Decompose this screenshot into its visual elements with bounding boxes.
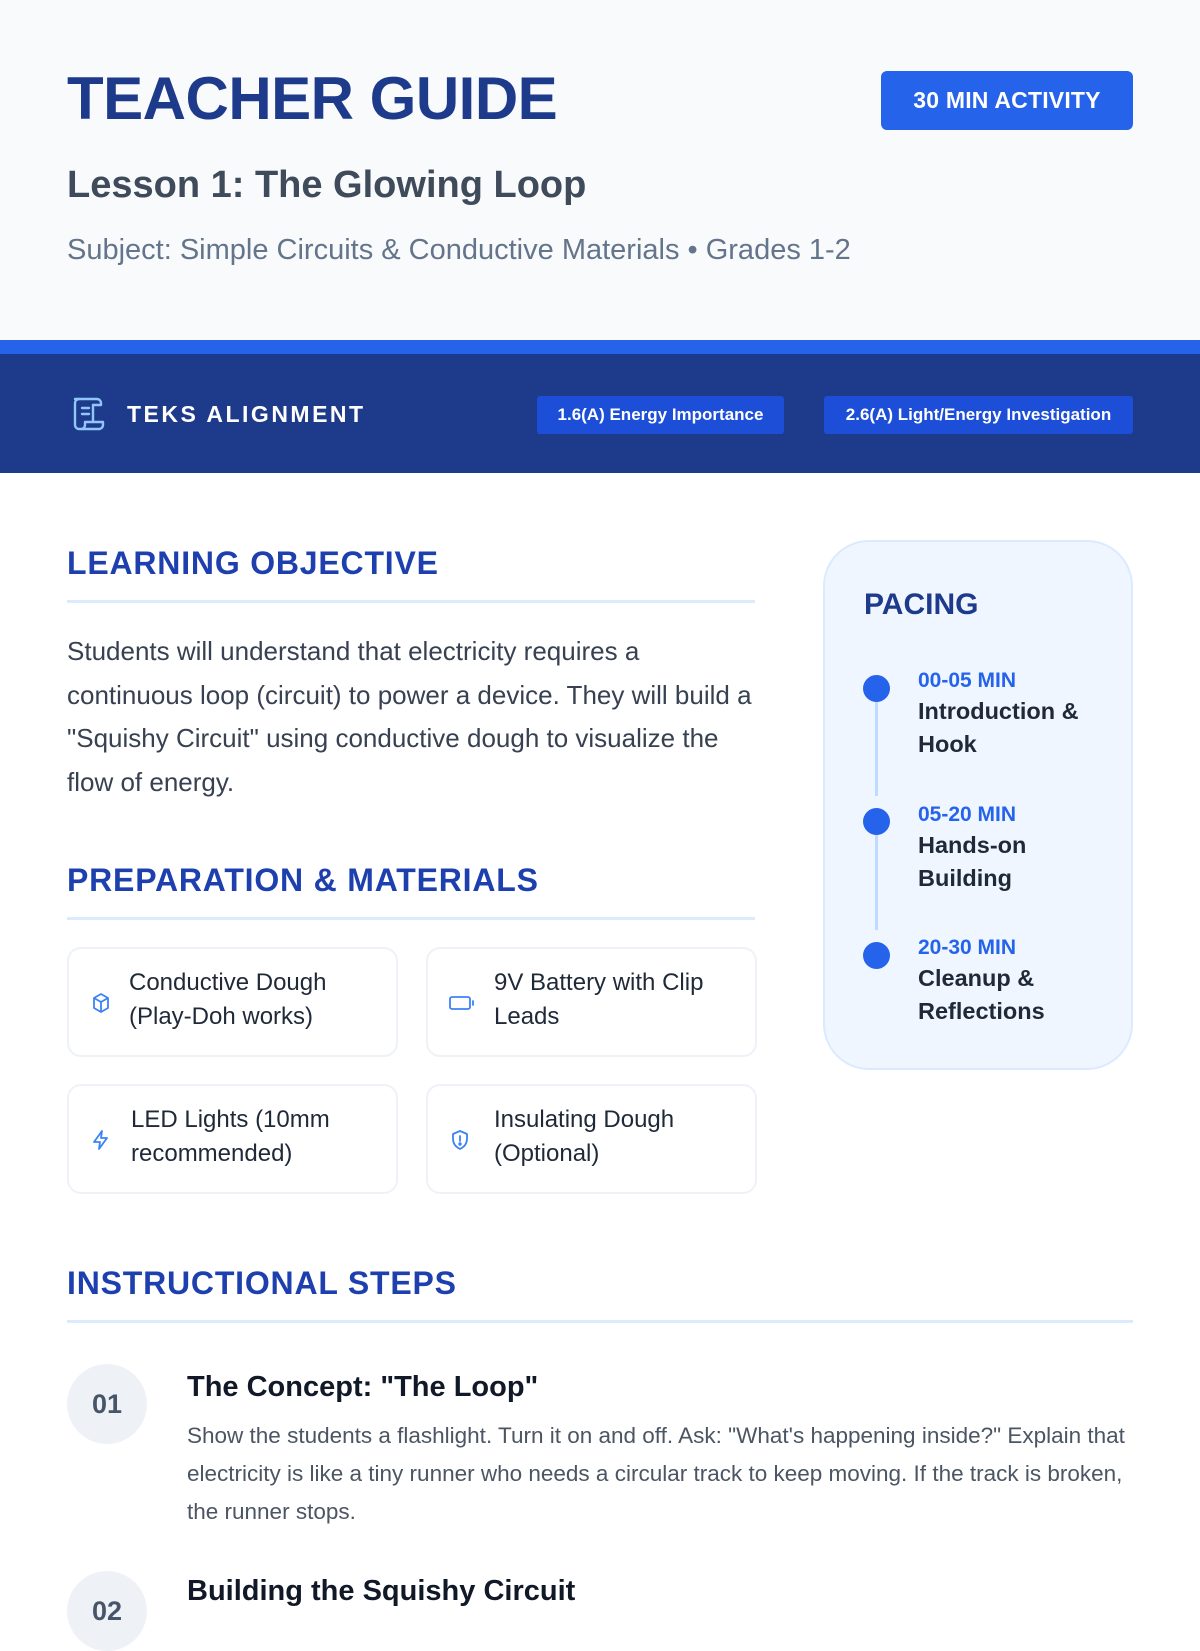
lightning-icon bbox=[89, 1128, 113, 1152]
section-divider bbox=[67, 600, 755, 603]
material-label: 9V Battery with Clip Leads bbox=[494, 969, 704, 1030]
shield-icon bbox=[448, 1128, 472, 1152]
materials-heading: PREPARATION & MATERIALS bbox=[67, 862, 539, 898]
step-title: Building the Squishy Circuit bbox=[187, 1575, 576, 1607]
timeline-dot bbox=[863, 808, 890, 835]
pacing-time: 00-05 MIN bbox=[918, 669, 1017, 692]
pacing-time: 05-20 MIN bbox=[918, 803, 1017, 826]
duration-badge: 30 MIN ACTIVITY bbox=[881, 71, 1133, 130]
pacing-label: Cleanup & Reflections bbox=[918, 965, 1045, 1024]
material-card bbox=[67, 947, 398, 1057]
material-card bbox=[426, 1084, 757, 1194]
subject-line: Subject: Simple Circuits & Conductive Materials • Grades 1-2 bbox=[67, 234, 851, 266]
page-title: TEACHER GUIDE bbox=[67, 65, 558, 132]
objective-text: Students will understand that electricity requires a continuous loop (circuit) to power a device. They will build a "Squishy Circuit" using conductive dough to visualize the flow of energy. bbox=[67, 636, 752, 797]
step-body: Show the students a flashlight. Turn it on and off. Ask: "What's happening inside?" Explain that electricity is like a tiny runner who needs a circular track to keep moving. If the track is broken, the runner stops. bbox=[187, 1423, 1125, 1524]
timeline-dot bbox=[863, 942, 890, 969]
teks-tag: 2.6(A) Light/Energy Investigation bbox=[824, 396, 1133, 434]
pacing-label: Introduction & Hook bbox=[918, 698, 1079, 757]
teks-tag: 1.6(A) Energy Importance bbox=[537, 396, 784, 434]
objective-heading: LEARNING OBJECTIVE bbox=[67, 545, 439, 581]
material-label: LED Lights (10mm recommended) bbox=[131, 1106, 330, 1167]
pacing-time: 20-30 MIN bbox=[918, 936, 1017, 959]
step-title: The Concept: "The Loop" bbox=[187, 1371, 539, 1403]
battery-icon bbox=[448, 991, 476, 1015]
timeline-connector bbox=[875, 834, 878, 930]
teks-label: TEKS ALIGNMENT bbox=[127, 401, 366, 427]
teks-accent-line bbox=[0, 340, 1200, 354]
material-card bbox=[426, 947, 757, 1057]
lesson-title: Lesson 1: The Glowing Loop bbox=[67, 164, 587, 206]
cube-icon bbox=[89, 991, 113, 1015]
scroll-icon bbox=[68, 396, 106, 432]
steps-heading: INSTRUCTIONAL STEPS bbox=[67, 1265, 457, 1301]
step-number: 01 bbox=[67, 1364, 147, 1444]
pacing-label: Hands-on Building bbox=[918, 832, 1027, 891]
section-divider bbox=[67, 1320, 1133, 1323]
material-label: Conductive Dough (Play-Doh works) bbox=[129, 969, 327, 1030]
timeline-connector bbox=[875, 700, 878, 796]
material-label: Insulating Dough (Optional) bbox=[494, 1106, 675, 1167]
section-divider bbox=[67, 917, 755, 920]
material-card bbox=[67, 1084, 398, 1194]
timeline-dot bbox=[863, 675, 890, 702]
pacing-heading: PACING bbox=[864, 588, 979, 621]
step-number: 02 bbox=[67, 1571, 147, 1651]
